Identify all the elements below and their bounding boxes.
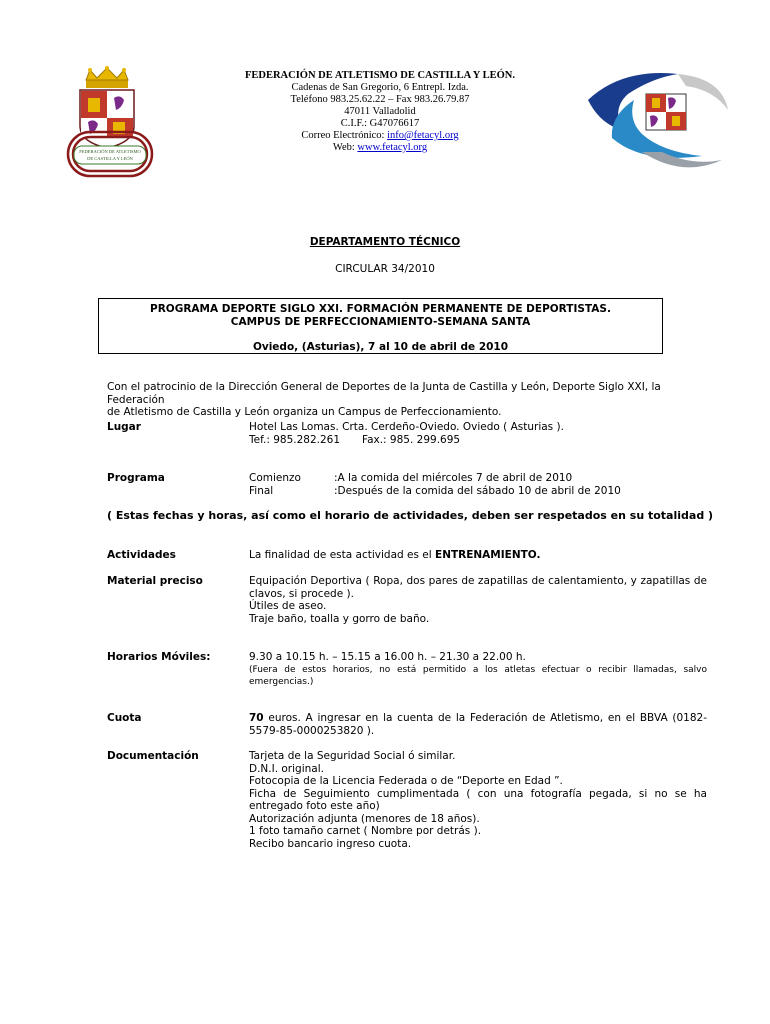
horarios-label: Horarios Móviles: bbox=[107, 651, 211, 663]
programa-end-value: :Después de la comida del sábado 10 de abril de 2010 bbox=[334, 484, 621, 497]
program-title-line2: CAMPUS DE PERFECCIONAMIENTO-SEMANA SANTA bbox=[230, 316, 531, 328]
list-item: Ficha de Seguimiento cumplimentada ( con una fotografía pegada, si no se ha entregado foto este año) bbox=[249, 787, 707, 812]
material-value bbox=[249, 575, 707, 625]
email-link[interactable]: info@fetacyl.org bbox=[387, 130, 459, 141]
list-item: Fotocopia de la Licencia Federada o de “Deporte en Edad ”. bbox=[249, 775, 563, 787]
shield-icon bbox=[646, 94, 686, 130]
crown-icon bbox=[86, 66, 128, 88]
list-item: Recibo bancario ingreso cuota. bbox=[249, 837, 412, 850]
dates-notice: ( Estas fechas y horas, así como el horario de actividades, deben ser respetados en su totalidad ) bbox=[107, 509, 714, 522]
web-link[interactable]: www.fetacyl.org bbox=[357, 142, 428, 153]
horarios-times: 9.30 a 10.15 h. – 15.15 a 16.00 h. – 21.30 a 22.00 h. bbox=[249, 651, 526, 663]
program-title-box bbox=[98, 298, 663, 354]
web-label: Web: bbox=[332, 142, 358, 153]
list-item: 1 foto tamaño carnet ( Nombre por detrás ). bbox=[249, 825, 482, 837]
programa-start-value: :A la comida del miércoles 7 de abril de 2010 bbox=[334, 472, 573, 484]
federation-logo bbox=[64, 66, 164, 184]
org-cif: C.I.F.: G47076617 bbox=[340, 118, 420, 129]
cuota-text: euros. A ingresar en la cuenta de la Federación de Atletismo, en el BBVA (0182-5579-85-0000253820 ). bbox=[249, 712, 707, 737]
actividades-label: Actividades bbox=[107, 549, 176, 561]
list-item: Autorización adjunta (menores de 18 años). bbox=[249, 812, 480, 825]
horarios-note: (Fuera de estos horarios, no está permitido a los atletas efectuar o recibir llamadas, salvo emergencias.) bbox=[249, 664, 707, 687]
lugar-tel: Tef.: 985.282.261 bbox=[249, 433, 341, 446]
cuota-amount: 70 bbox=[249, 712, 264, 724]
list-item: Tarjeta de la Seguridad Social ó similar. bbox=[249, 750, 456, 762]
programa-value bbox=[249, 472, 707, 497]
org-address: Cadenas de San Gregorio, 6 Entrepl. Izda. bbox=[291, 82, 469, 93]
lugar-value bbox=[249, 421, 707, 446]
intro-line1: Con el patrocinio de la Dirección General de Deportes de la Junta de Castilla y León, Deporte Siglo XXI, la Federación bbox=[107, 381, 661, 406]
deporte-siglo-xxi-logo bbox=[582, 60, 730, 182]
letterhead bbox=[170, 70, 590, 154]
cuota-value bbox=[249, 712, 707, 737]
email-label: Correo Electrónico: bbox=[301, 130, 388, 141]
intro-paragraph bbox=[107, 381, 707, 419]
documentacion-label: Documentación bbox=[107, 750, 199, 762]
actividades-text: La finalidad de esta actividad es el bbox=[249, 549, 436, 561]
horarios-value bbox=[249, 651, 707, 688]
department-title: DEPARTAMENTO TÉCNICO bbox=[309, 236, 461, 248]
org-email-line bbox=[170, 130, 590, 142]
lugar-label: Lugar bbox=[107, 421, 141, 433]
org-name: FEDERACIÓN DE ATLETISMO DE CASTILLA Y LEÓN. bbox=[244, 70, 516, 81]
svg-text:DE CASTILLA Y LEÓN: DE CASTILLA Y LEÓN bbox=[87, 156, 133, 161]
svg-text:FEDERACIÓN DE ATLETISMO: FEDERACIÓN DE ATLETISMO bbox=[79, 149, 141, 154]
list-item: D.N.I. original. bbox=[249, 762, 324, 775]
lugar-fax: Fax.: 985. 299.695 bbox=[362, 433, 461, 446]
lugar-address: Hotel Las Lomas. Crta. Cerdeño-Oviedo. Oviedo ( Asturias ). bbox=[249, 421, 564, 433]
org-phone: Teléfono 983.25.62.22 – Fax 983.26.79.87 bbox=[290, 94, 470, 105]
material-line3: Traje baño, toalla y gorro de baño. bbox=[249, 612, 430, 625]
documentacion-list bbox=[249, 750, 707, 850]
actividades-bold: ENTRENAMIENTO. bbox=[435, 549, 541, 561]
cuota-label: Cuota bbox=[107, 712, 142, 724]
material-line2: Útiles de aseo. bbox=[249, 600, 327, 612]
org-city: 47011 Valladolid bbox=[344, 106, 416, 117]
programa-end-label: Final bbox=[249, 484, 274, 497]
circular-number: CIRCULAR 34/2010 bbox=[335, 263, 435, 275]
program-title-line1: PROGRAMA DEPORTE SIGLO XXI. FORMACIÓN PERMANENTE DE DEPORTISTAS. bbox=[150, 303, 611, 315]
material-label: Material preciso bbox=[107, 575, 203, 587]
lugar-contact bbox=[249, 434, 707, 447]
programa-start-label: Comienzo bbox=[249, 472, 301, 484]
material-line1: Equipación Deportiva ( Ropa, dos pares de zapatillas de calentamiento, y zapatillas de clavos, si procede ). bbox=[249, 575, 707, 600]
org-web-line bbox=[170, 142, 590, 154]
intro-line2: de Atletismo de Castilla y León organiza un Campus de Perfeccionamiento. bbox=[107, 406, 502, 418]
programa-label: Programa bbox=[107, 472, 165, 484]
actividades-value bbox=[249, 549, 707, 562]
program-location: Oviedo, (Asturias), 7 al 10 de abril de 2010 bbox=[252, 341, 509, 353]
